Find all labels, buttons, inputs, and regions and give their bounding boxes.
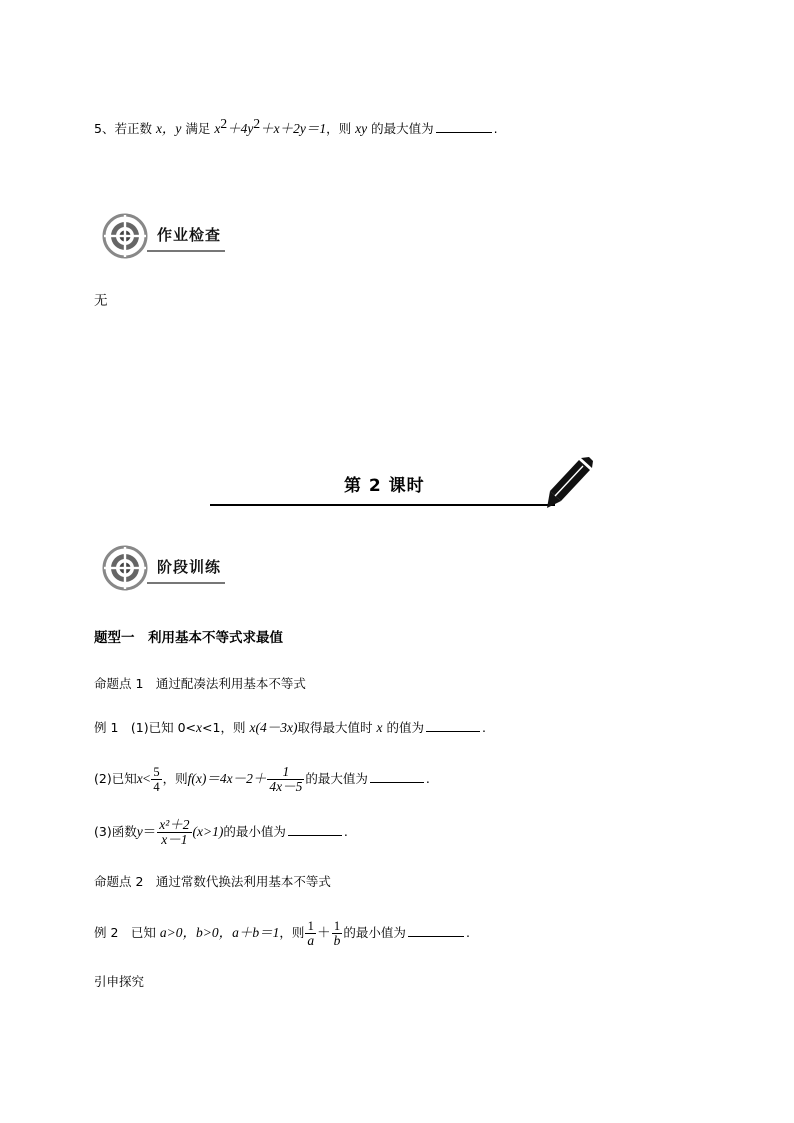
answer-blank[interactable] [288,824,342,836]
type-heading: 题型一 利用基本不等式求最值 [94,630,283,646]
var-x: x [196,720,203,735]
ex2-end: . [465,925,470,940]
q5-xy: xy [355,121,368,136]
answer-blank[interactable] [436,121,492,133]
frac-num: 1 [332,919,343,934]
frac-den: 4 [153,780,160,794]
plus-sign: ＋ [317,925,331,940]
q5-end: . [493,121,498,136]
target-icon [101,544,149,592]
frac-den: b [333,933,341,948]
example-2 [94,916,470,950]
ex1-text: (3)函数 [94,824,137,839]
var-y: y [136,824,143,839]
answer-blank[interactable] [426,720,480,732]
section-title: 作业检查 [157,226,222,244]
example-1-part-1 [94,720,486,736]
section-stage-training [101,544,231,592]
fraction-five-fourths [151,765,161,794]
ex1-end: . [425,771,430,786]
section-underline [147,582,225,584]
lesson-title: 第 2 课时 [344,476,425,496]
ex1-text: 的最小值为 [223,824,286,839]
frac-den: 4x－5 [269,779,303,794]
q5-mid: 满足 [185,121,211,136]
ex2-condition: a>0，b>0，a＋b＝1 [159,925,280,940]
frac-num: 1 [305,919,316,934]
q5-eq-a: x [214,121,221,136]
example-1-part-3 [94,815,348,849]
fraction-one-over-a [305,919,316,948]
lesson-divider [210,504,555,506]
section-underline [147,250,225,252]
ex2-text: 的最小值为 [343,925,406,940]
ex2-text: 例 2 已知 [94,925,156,940]
q5-suffix: 的最大值为 [371,121,434,136]
q5-vars: x，y [155,121,182,136]
q5-after: ，则 [326,121,352,136]
frac-den: a [307,933,315,948]
ex1-text: ，则 [162,771,188,786]
var-x: x [136,771,143,786]
q5-eq-b: ＋4y [227,121,254,136]
section-title: 阶段训练 [157,558,222,576]
ex1-text: 的最大值为 [305,771,368,786]
ex1-text: <1，则 [202,720,246,735]
answer-blank[interactable] [370,771,424,783]
fx: f(x) [187,771,207,786]
lt-sign: < [142,771,151,786]
extension-heading: 引申探究 [94,974,145,989]
ex1-end: . [343,824,348,839]
ex1-text: (2)已知 [94,771,137,786]
ex1-end: . [481,720,486,735]
fraction-f [267,765,304,794]
ex1-formula: ＝4x－2＋ [206,771,267,786]
fraction-one-over-b [332,919,343,948]
pencil-icon [545,456,595,510]
ex1-expression: x(4－3x) [249,720,298,735]
homework-answer: 无 [94,293,108,309]
ex1-text: 取得最大值时 [297,720,373,735]
eq-sign: ＝ [142,824,157,839]
target-icon [101,212,149,260]
question-5: 5、若正数 x，y 满足 $x^2+4y^2+x+2y=1$，则 xy 的最大值为 . [94,115,498,136]
section-homework-check [101,212,231,260]
fraction-y [157,818,191,847]
frac-num: x²＋2 [159,817,190,832]
ex2-text: ，则 [279,925,305,940]
var-x: x [376,720,383,735]
ex1-text: 的值为 [386,720,424,735]
q5-eq-c: ＋x＋2y＝1 [260,121,327,136]
q5-prefix: 5、若正数 [94,121,152,136]
frac-num: 1 [267,765,304,780]
frac-num: 5 [153,765,160,779]
example-1-part-2 [94,763,430,795]
ex1-text: 例 1 (1)已知 0< [94,720,197,735]
point-1-heading: 命题点 1 通过配凑法利用基本不等式 [94,676,306,691]
answer-blank[interactable] [408,925,464,937]
point-2-heading: 命题点 2 通过常数代换法利用基本不等式 [94,874,331,889]
ex1-condition: (x>1) [192,824,224,839]
frac-den: x－1 [161,832,188,847]
